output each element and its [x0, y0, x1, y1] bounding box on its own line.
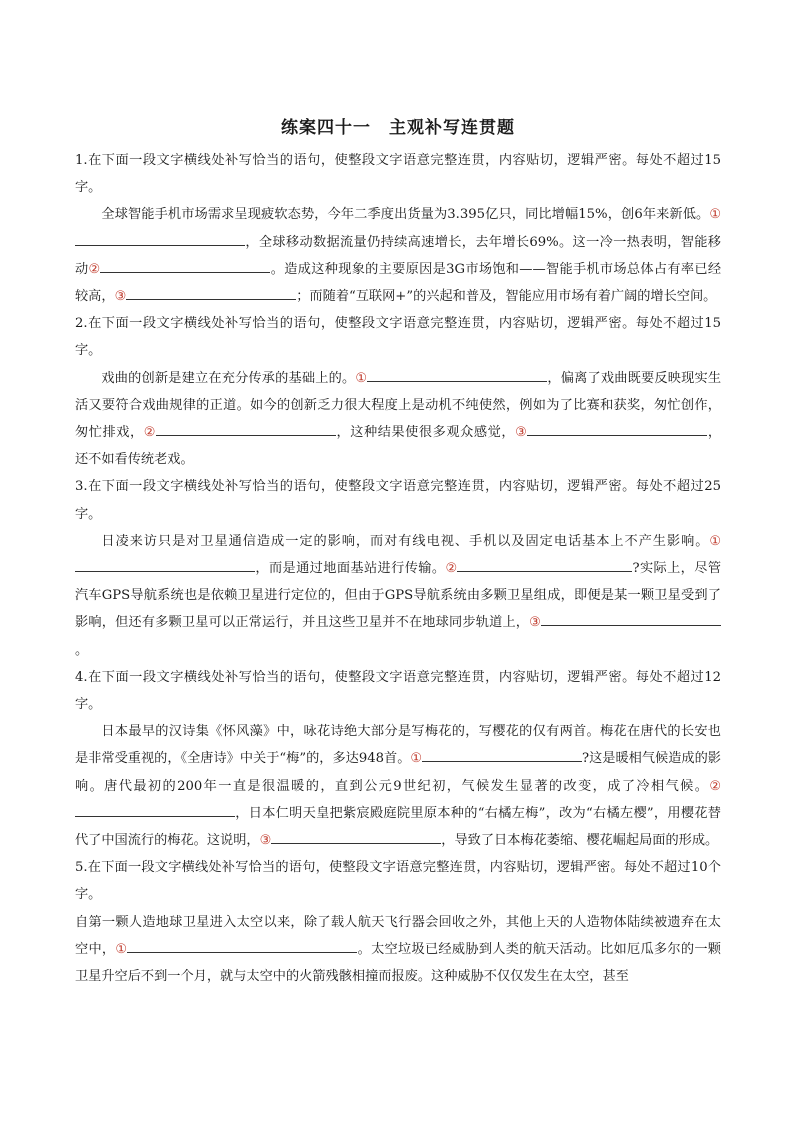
question-5-passage: [75, 909, 721, 991]
answer-blank[interactable]: [126, 285, 296, 300]
q1-text-3: 。造成这种现象的主要原因是3G市场饱和——智能手机市场总体占有率已经较高，: [75, 261, 722, 305]
q4-text-2: ?这是暖相气候造成的影响。唐代最初的200年一直是很温暖的，直到公元9世纪初，气候发生显著的改变，成了冷相气候。: [75, 751, 721, 794]
question-4-stem: 4.在下面一段文字横线处补写恰当的语句，使整段文字语意完整连贯，内容贴切，逻辑严密。每处不超过12字。: [75, 669, 721, 713]
question-1-passage: [75, 201, 721, 310]
blank-marker-2: ②: [445, 561, 458, 577]
worksheet-page: [75, 113, 721, 990]
q3-text-2: ，而是通过地面基站进行传输。: [255, 561, 446, 577]
q1-text-2: ，全球移动数据流量仍持续高速增长，去年增长69%。这一冷一热表明，智能移动: [75, 234, 721, 277]
page-title: 练案四十一 主观补写连贯题: [281, 118, 515, 138]
answer-blank[interactable]: [75, 231, 245, 246]
q3-text-4: 。: [75, 642, 89, 658]
question-1-stem: 1.在下面一段文字横线处补写恰当的语句，使整段文字语意完整连贯，内容贴切，逻辑严密。每处不超过15字。: [75, 153, 721, 196]
blank-marker-3: ③: [259, 833, 272, 849]
answer-blank[interactable]: [457, 557, 632, 572]
blank-marker-2: ②: [88, 261, 101, 277]
blank-marker-1: ①: [709, 207, 721, 223]
answer-blank[interactable]: [527, 421, 707, 436]
answer-blank[interactable]: [541, 611, 721, 626]
blank-marker-3: ③: [529, 615, 541, 631]
q5-text-1: 自第一颗人造地球卫星进入太空以来，除了载人航天飞行器会回收之外，其他上天的人造物体陆续被遗弃在太空中，: [75, 914, 721, 957]
question-2-passage: [75, 365, 721, 474]
blank-marker-3: ③: [114, 289, 127, 305]
q2-text-3: ，这种结果使很多观众感觉，: [335, 425, 516, 441]
q1-text-1: 全球智能手机市场需求呈现疲软态势，今年二季度出货量为3.395亿只，同比增幅15%，创6年来新低。: [101, 207, 710, 223]
q2-text-1: 戏曲的创新是建立在充分传承的基础上的。: [101, 370, 356, 386]
answer-blank[interactable]: [271, 829, 441, 844]
blank-marker-3: ③: [515, 425, 528, 441]
q2-text-4: ，还不如看传统老戏。: [75, 425, 722, 468]
answer-blank[interactable]: [127, 938, 357, 953]
answer-blank[interactable]: [100, 258, 270, 273]
blank-marker-1: ①: [355, 370, 368, 386]
question-2-stem: 2.在下面一段文字横线处补写恰当的语句，使整段文字语意完整连贯，内容贴切，逻辑严密。每处不超过15字。: [75, 316, 721, 359]
q5-text-2: 。太空垃圾已经威胁到人类的航天活动。比如厄瓜多尔的一颗卫星升空后不到一个月，就与太空中的火箭残骸相撞而报废。这种威胁不仅仅发生在太空，甚至: [75, 941, 721, 985]
blank-marker-1: ①: [709, 533, 721, 549]
blank-marker-1: ①: [115, 941, 128, 957]
q4-text-3: ，日本仁明天皇把紫宸殿庭院里原本种的“右橘左梅”，改为“右橘左樱”，用樱花替代了中国流行的梅花。这说明，: [75, 805, 721, 849]
question-5-stem: 5.在下面一段文字横线处补写恰当的语句，使整段文字语意完整连贯，内容贴切，逻辑严密。每处不超过10个字。: [75, 860, 721, 903]
answer-blank[interactable]: [75, 557, 255, 572]
q3-text-3: ?实际上，尽管汽车GPS导航系统也是依赖卫星进行定位的，但由于GPS导航系统由多颗卫星组成，即便是某一颗卫星受到了影响，但还有多颗卫星可以正常运行，并且这些卫星并不在地球同步轨道上，: [75, 561, 722, 631]
q4-text-1: 日本最早的汉诗集《怀风藻》中，咏花诗绝大部分是写梅花的，写樱花的仅有两首。梅花在唐代的长安也是非常受重视的，《全唐诗》中关于“梅”的，多达948首。: [75, 724, 721, 767]
question-3-stem: 3.在下面一段文字横线处补写恰当的语句，使整段文字语意完整连贯，内容贴切，逻辑严密。每处不超过25字。: [75, 479, 721, 522]
q4-text-4: ，导致了日本梅花萎缩、樱花崛起局面的形成。: [441, 833, 719, 849]
blank-marker-2: ②: [143, 425, 156, 441]
blank-marker-1: ①: [410, 751, 423, 767]
answer-blank[interactable]: [422, 747, 582, 762]
q3-text-1: 日凌来访只是对卫星通信造成一定的影响，而对有线电视、手机以及固定电话基本上不产生影响。: [101, 533, 710, 549]
question-3-passage: [75, 528, 721, 664]
blank-marker-2: ②: [709, 778, 721, 794]
answer-blank[interactable]: [156, 421, 336, 436]
answer-blank[interactable]: [367, 367, 547, 382]
question-4-passage: [75, 718, 721, 854]
q1-text-4: ；而随着“互联网+”的兴起和普及，智能应用市场有着广阔的增长空间。: [296, 289, 717, 305]
answer-blank[interactable]: [75, 802, 235, 817]
q2-text-2: ，偏离了戏曲既要反映现实生活又要符合戏曲规律的正道。如今的创新乏力很大程度上是动机不纯使然，例如为了比赛和获奖，匆忙创作，匆忙排戏，: [75, 370, 722, 441]
